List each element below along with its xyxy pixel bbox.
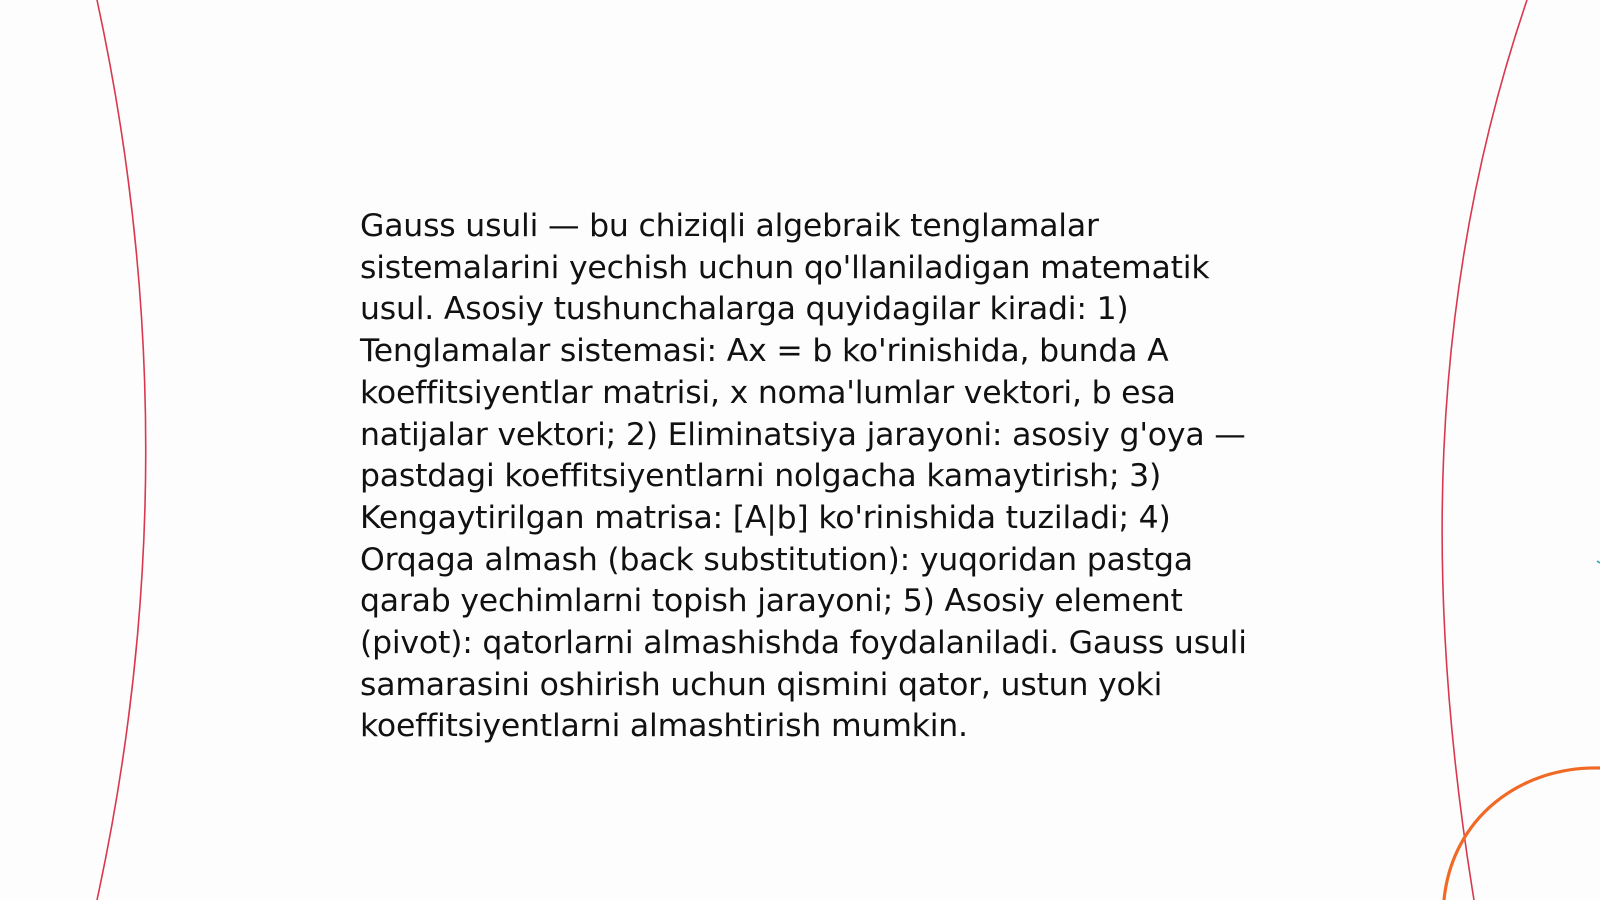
- orange-circle-arc: [1444, 768, 1600, 900]
- left-arc-curve: [97, 0, 146, 900]
- body-paragraph: Gauss usuli — bu chiziqli algebraik tenglamalar sistemalarini yechish uchun qo'llaniladigan matematik usul. Asosiy tushunchalarga quyidagilar kiradi: 1) Tenglamalar sistemasi: Ax = b ko'rinishida, bunda A koeffitsiyentlar matrisi, x noma'lumlar vektori, b esa natijalar vektori; 2) Eliminatsiya jarayoni: asosiy g'oya — pastdagi koeffitsiyentlarni nolgacha kamaytirish; 3) Kengaytirilgan matrisa: [A|b] ko'rinishida tuziladi; 4) Orqaga almash (back substitution): yuqoridan pastga qarab yechimlarni topish jarayoni; 5) Asosiy element (pivot): qatorlarni almashishda foydalaniladi. Gauss usuli samarasini oshirish uchun qismini qator, ustun yoki koeffitsiyentlarni almashtirish mumkin.: [360, 208, 1247, 745]
- right-arc-curve: [1442, 0, 1527, 900]
